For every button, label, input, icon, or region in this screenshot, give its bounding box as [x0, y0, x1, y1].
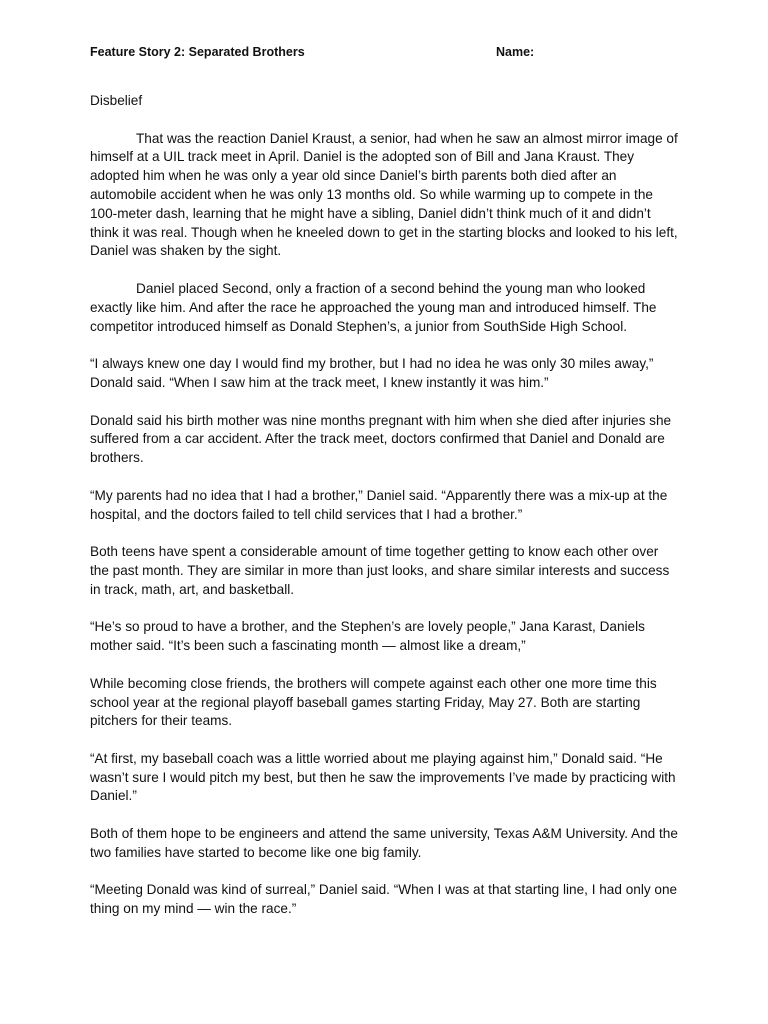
paragraph: Both of them hope to be engineers and attend the same university, Texas A&M University. And the two families have started to become like one big family. — [90, 826, 678, 860]
paragraph: While becoming close friends, the brothers will compete against each other one more time this school year at the regional playoff baseball games starting Friday, May 27. Both are starting pitchers for their teams. — [90, 675, 657, 729]
paragraph: “I always knew one day I would find my brother, but I had no idea he was only 30 miles away,” Donald said. “When I saw him at the track meet, I knew instantly it was him.” — [90, 356, 654, 390]
story-body — [90, 92, 680, 938]
name-label: Name: — [496, 45, 535, 59]
story-title: Feature Story 2: Separated Brothers — [90, 45, 305, 59]
paragraph: Donald said his birth mother was nine months pregnant with him when she died after injuries she suffered from a car accident. After the track meet, doctors confirmed that Daniel and Donald are brothers. — [90, 412, 672, 466]
paragraph: That was the reaction Daniel Kraust, a senior, had when he saw an almost mirror image of himself at a UIL track meet in April. Daniel is the adopted son of Bill and Jana Kraust. They adopted him when he was only a year old since Daniel’s birth parents both died after an automobile accident when he was only 13 months old. So while warming up to compete in the 100-meter dash, learning that he might have a sibling, Daniel didn’t think much of it and didn’t think it was real. Though when he kneeled down to get in the starting blocks and looked to his left, Daniel was shaken by the sight. — [90, 130, 678, 259]
paragraph: “Meeting Donald was kind of surreal,” Daniel said. “When I was at that starting line, I had only one thing on my mind — win the race.” — [90, 882, 678, 917]
paragraph: Daniel placed Second, only a fraction of a second behind the young man who looked exactly like him. And after the race he approached the young man and introduced himself. The competitor introduced himself as Donald Stephen’s, a junior from SouthSide High School. — [90, 280, 657, 334]
paragraph: “At first, my baseball coach was a little worried about me playing against him,” Donald said. “He wasn’t sure I would pitch my best, but then he saw the improvements I’ve made by practicing with Daniel.” — [90, 750, 676, 804]
paragraph: “He’s so proud to have a brother, and the Stephen’s are lovely people,” Jana Karast, Daniels mother said. “It’s been such a fascinating month — almost like a dream,” — [90, 619, 645, 654]
document-header — [90, 45, 690, 65]
paragraph: “My parents had no idea that I had a brother,” Daniel said. “Apparently there was a mix-up at the hospital, and the doctors failed to tell child services that I had a brother.” — [90, 487, 668, 522]
story-lead-word: Disbelief — [90, 93, 143, 108]
paragraph: Both teens have spent a considerable amount of time together getting to know each other over the past month. They are similar in more than just looks, and share similar interests and success in track, math, art, and basketball. — [90, 544, 670, 597]
